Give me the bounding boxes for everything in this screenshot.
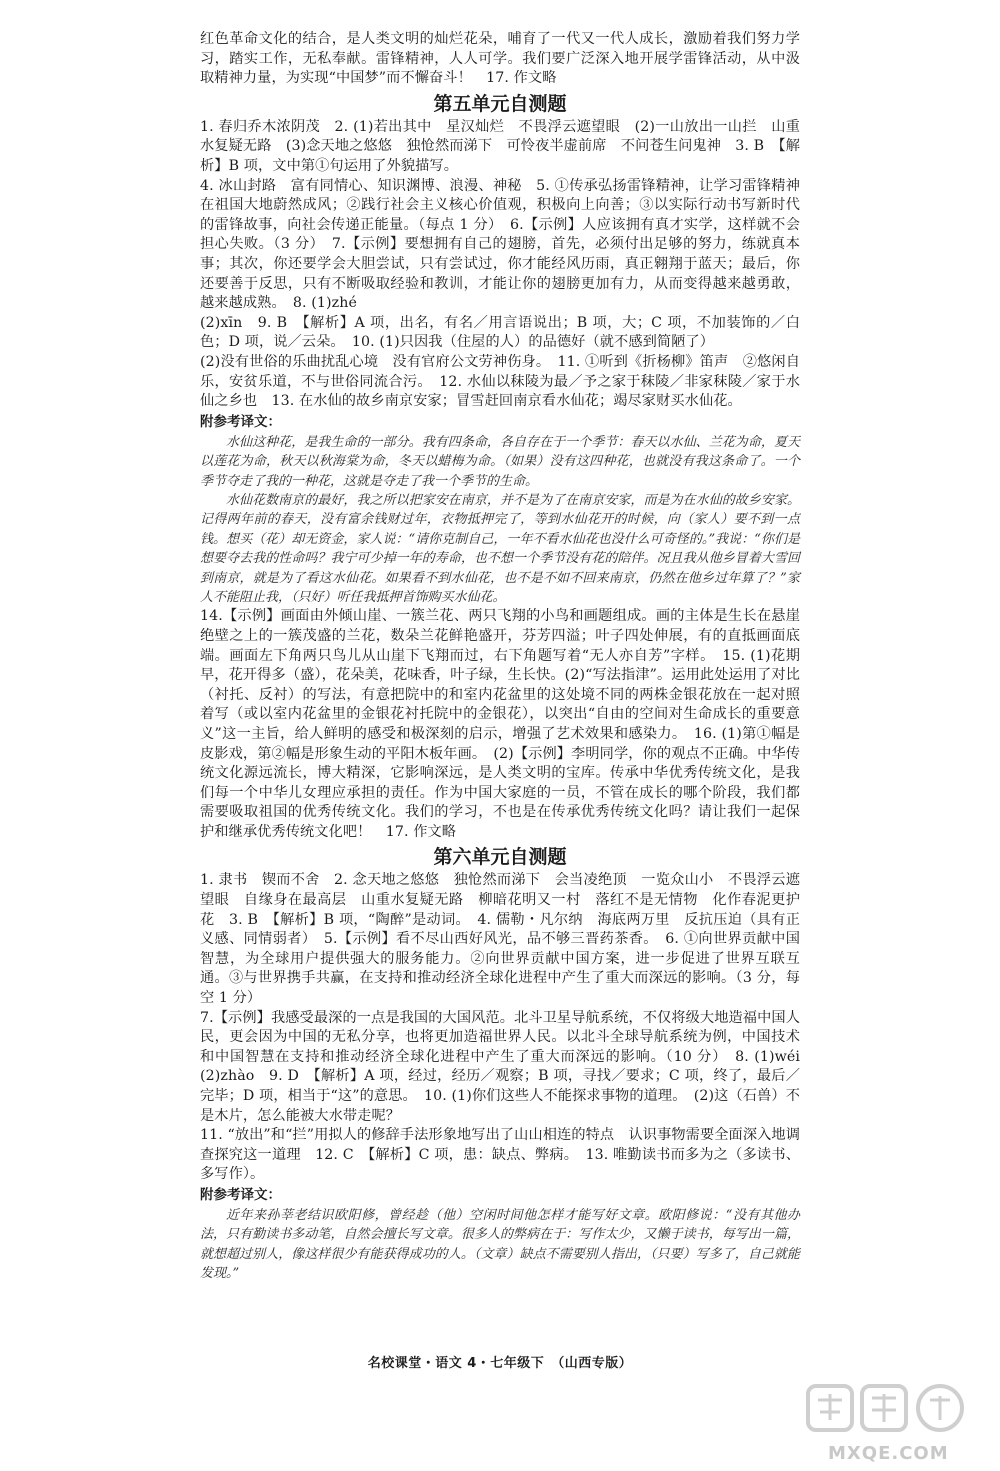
page-footer: 名校课堂・语文 4・七年级下 （山西专版） bbox=[367, 1356, 633, 1371]
unit6-translation-1: 近年来孙莘老结识欧阳修，曾经趁（他）空闲时间他怎样才能写好文章。欧阳修说：“没有其他办法，只有勤读书多动笔，自然会擅长写文章。很多人的弊病在于：写作太少，又懒于读书，每写出一篇，就想超过别人，像这样很少有能获得成功的人。（文章）缺点不需要别人指出，（只要）写多了，自己就能发现。” bbox=[200, 1207, 800, 1282]
intro-paragraph: 红色革命文化的结合，是人类文明的灿烂花朵，哺育了一代又一代人成长，激励着我们努力学习，踏实工作，无私奉献。雷锋精神，人人可学。我们要广泛深入地开展学雷锋活动，从中汲取精神力量，为实现“中国梦”而不懈奋斗！ 17. 作文略 bbox=[200, 31, 800, 87]
unit5-translation-1: 水仙这种花，是我生命的一部分。我有四条命，各自存在于一个季节：春天以水仙、兰花为命，夏天以莲花为命，秋天以秋海棠为命，冬天以蜡梅为命。（如果）没有这四种花，也就没有我这条命了。一个季节夺走了我的一种花，这就是夺走了我一个季节的生命。 bbox=[200, 434, 800, 489]
unit5-answer-2: 4. 冰山封路 富有同情心、知识渊博、浪漫、神秘 5. ①传承弘扬雷锋精神，让学习雷锋精神在祖国大地蔚然成风；②践行社会主义核心价值观，积极向上向善；③以实际行动书写新时代的雷锋故事，向社会传递正能量。（每点 1 分） 6.【示例】人应该拥有真才实学，这样就不会担心失败。（3 分） 7.【示例】要想拥有自己的翅膀，首先，必须付出足够的努力，练就真本事；其次，你还要学会大胆尝试，只有尝试过，你才能经风历雨，真正翱翔于蓝天；最后，你还要善于反思，只有不断吸取经验和教训，才能让你的翅膀更加有力，从而变得越来越勇敢，越来越成熟。 8. (1)zhé bbox=[200, 177, 800, 312]
unit5-translation-2: 水仙花数南京的最好，我之所以把家安在南京，并不是为了在南京安家，而是为在水仙的故乡安家。记得两年前的春天，没有富余钱财过年，衣物抵押完了，等到水仙花开的时候，向（家人）要不到一点钱。想买（花）却无资金，家人说：“请你克制自己，一年不看水仙花也没什么可奇怪的。”我说：“你们是想要夺去我的性命吗？我宁可少掉一年的寿命，也不想一个季节没有花的陪伴。况且我从他乡冒着大雪回到南京，就是为了看这水仙花。如果看不到水仙花，也不是不如不回来南京，仍然在他乡过年算了？”家人不能阻止我，（只好）听任我抵押首饰购买水仙花。 bbox=[200, 492, 800, 605]
unit6-answer-2: 7.【示例】我感受最深的一点是我国的大国风范。北斗卫星导航系统，不仅将级大地造福中国人民，更会因为中国的无私分享，也将更加造福世界人民。以北斗全球导航系统为例，中国技术和中国智慧在支持和推动经济全球化进程中产生了重大而深远的影响。（10 分） 8. (1)wéi (2)zhào 9. D 【解析】A 项，经过，经历／观察；B 项，寻找／要求；C 项，终了，最后／完毕；D 项，相当于“这”的意思。 10. (1)你们这些人不能探求事物的道理。 (2)这（石兽）不是木片，怎么能被大水带走呢？ bbox=[200, 1009, 815, 1124]
unit6-answer-1: 1. 隶书 锲而不舍 2. 念天地之悠悠 独怆然而涕下 会当凌绝顶 一览众山小 不畏浮云遮望眼 自缘身在最高层 山重水复疑无路 柳暗花明又一村 落红不是无情物 化作春泥更护花 3. B 【解析】B 项，“陶醉”是动词。 4. 儒勒・凡尔纳 海底两万里 反抗压迫（具有正义感、同情弱者） 5.【示例】看不尽山西好风光，品不够三晋药茶香。 6. ①向世界贡献中国智慧，为全球用户提供强大的服务能力。②向世界贡献中国方案，进一步促进了世界互联互通。③与世界携手共赢，在支持和推动经济全球化进程中产生了重大而深远的影响。（3 分，每空 1 分） bbox=[200, 872, 800, 1007]
unit5-answer-4: (2)没有世俗的乐曲扰乱心境 没有官府公文劳神伤身。 11. ①听到《折杨柳》笛声 ②悠闲自乐，安贫乐道，不与世俗同流合污。 12. 水仙以秣陵为最／予之家于秣陵／非家秣陵／家于水仙之乡也 13. 在水仙的故乡南京安家；冒雪赶回南京看水仙花；竭尽家财买水仙花。 bbox=[200, 353, 800, 410]
unit5-ref-title: 附参考译文： bbox=[200, 413, 281, 430]
watermark-text: MXQE.COM bbox=[828, 1443, 949, 1464]
unit5-answer-5: 14.【示例】画面由外倾山崖、一簇兰花、两只飞翔的小鸟和画题组成。画的主体是生长在悬崖绝壁之上的一簇茂盛的兰花，数朵兰花鲜艳盛开，芬芳四溢；叶子四处伸展，有的直抵画面底端。画面左下角两只鸟儿从山崖下飞翔而过，右下角题写着“无人亦自芳”字样。 15. (1)花期早，花开得多（盛），花朵美，花味香，叶子绿，生长快。(2)“写法指津”。运用此处运用了对比（衬托、反衬）的写法，有意把院中的和室内花盆里的这处境不同的两株金银花放在一起对照着写（或以室内花盆里的金银花衬托院中的金银花），以突出“自由的空间对生命成长的重要意义”这一主旨，给人鲜明的感受和极深刻的启示，增强了艺术效果和感染力。 16. (1)第①幅是皮影戏，第②幅是形象生动的平阳木板年画。 (2)【示例】李明同学，你的观点不正确。中华传统文化源远流长，博大精深，它影响深远，是人类文明的宝库。传承中华优秀传统文化，是我们每一个中华儿女理应承担的责任。作为中国大家庭的一员，不管在成长的哪个阶段，我们都需要吸取祖国的优秀传统文化。我们的学习，不也是在传承优秀传统文化吗？请让我们一起保护和继承优秀传统文化吧！ 17. 作文略 bbox=[200, 608, 800, 840]
answer-page bbox=[200, 30, 815, 1284]
unit5-title: 第五单元自测题 bbox=[433, 92, 567, 115]
unit6-title: 第六单元自测题 bbox=[433, 846, 567, 869]
unit5-answer-3: (2)xīn 9. B 【解析】A 项，出名，有名／用言语说出；B 项，大；C 项，不加装饰的／白色；D 项，说／云朵。 10. (1)只因我（住屋的人）的品德好（就不感到简陋了） bbox=[200, 314, 800, 351]
unit5-answer-1: 1. 春归乔木浓阴茂 2. (1)若出其中 星汉灿烂 不畏浮云遮望眼 (2)一山放出一山拦 山重水复疑无路 (3)念天地之悠悠 独怆然而涕下 可怜夜半虚前席 不问苍生问鬼神 3. B 【解析】B 项，文中第①句运用了外貌描写。 bbox=[200, 118, 800, 174]
unit6-answer-3: 11. “放出”和“拦”用拟人的修辞手法形象地写出了山山相连的特点 认识事物需要全面深入地调查探究这一道理 12. C 【解析】C 项，患：缺点、弊病。 13. 唯勤读书而多为之（多读书、多写作）。 bbox=[200, 1127, 800, 1183]
unit6-ref-title: 附参考译文： bbox=[200, 1186, 281, 1203]
